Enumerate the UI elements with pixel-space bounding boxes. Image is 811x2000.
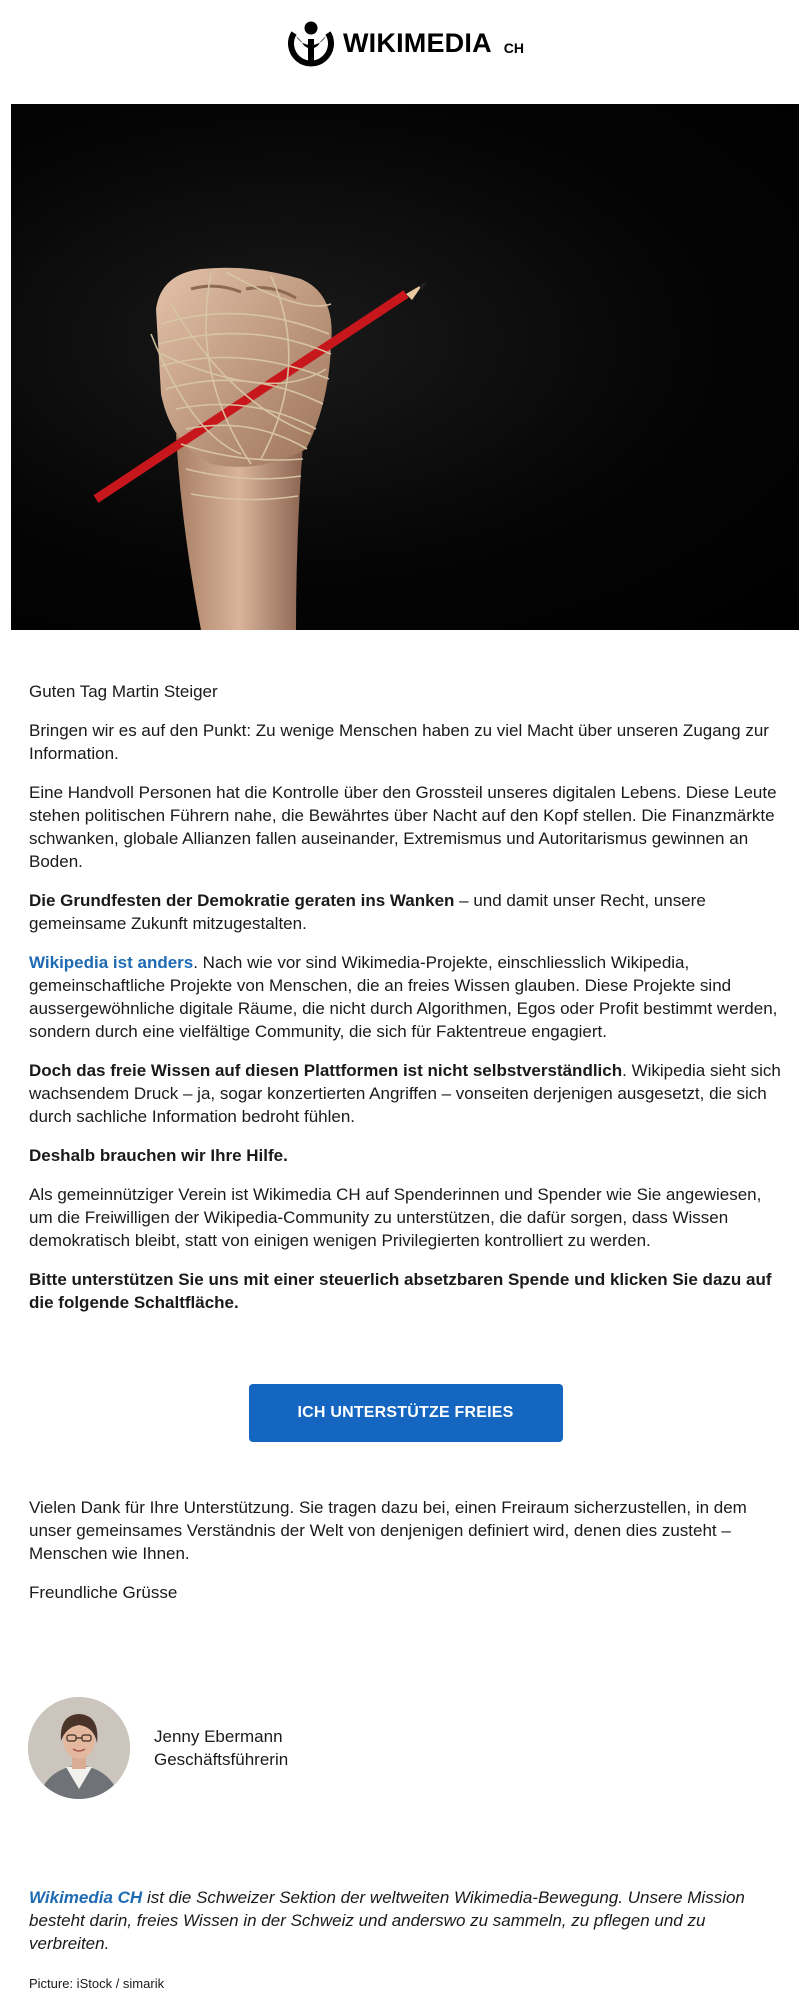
- footer-text: ist die Schweizer Sektion der weltweiten Wikimedia-Bewegung. Unsere Mission besteht darin, freies Wissen in der Schweiz und anderswo zu sammeln, zu pflegen und zu verbreiten.: [29, 1888, 745, 1953]
- democracy-rest: – und damit unser Recht, unsere gemeinsame Zukunft mitzugestalten.: [29, 891, 706, 933]
- paragraph-pressure: [29, 1059, 781, 1128]
- hero-image: [11, 104, 799, 630]
- signature-block: [28, 1696, 788, 1800]
- signer-name: Jenny Ebermann: [154, 1727, 283, 1746]
- paragraph-help: Deshalb brauchen wir Ihre Hilfe.: [29, 1146, 288, 1165]
- logo-suffix: CH: [503, 40, 525, 56]
- regards: Freundliche Grüsse: [29, 1583, 178, 1602]
- wikipedia-rest: . Nach wie vor sind Wikimedia-Projekte, einschliesslich Wikipedia, gemeinschaftliche Projekte von Menschen, die an freies Wissen glauben. Diese Projekte sind aussergewöhnliche digitale Räume, die nicht durch Algorithmen, Egos oder Profit bestimmt werden, sondern durch eine vielfältige Community, die sich für Faktentreue engagiert.: [29, 953, 778, 1041]
- paragraph-intro: Bringen wir es auf den Punkt: Zu wenige Menschen haben zu viel Macht über unseren Zugang zur Information.: [29, 721, 769, 763]
- greeting: Guten Tag Martin Steiger: [29, 682, 218, 701]
- portrait-photo: [28, 1697, 130, 1799]
- logo-wordmark: WIKIMEDIA: [342, 27, 492, 58]
- wikimedia-ch-link[interactable]: Wikimedia CH: [29, 1888, 143, 1907]
- footer-about: [29, 1886, 781, 1955]
- closing-section: [29, 1496, 781, 1620]
- wikimedia-logo[interactable]: [287, 19, 524, 67]
- paragraph-wikipedia: [29, 951, 781, 1043]
- cta-container: [0, 1384, 811, 1479]
- wikimedia-logo-icon: [287, 19, 335, 67]
- fist-pencil-illustration: [11, 104, 799, 630]
- thanks-paragraph: Vielen Dank für Ihre Unterstützung. Sie tragen dazu bei, einen Freiraum sicherzustellen, in dem unser gemeinsames Verständnis der Welt von denjenigen definiert wird, denen dies zusteht – Menschen wie Ihnen.: [29, 1498, 747, 1563]
- paragraph-association: Als gemeinnütziger Verein ist Wikimedia CH auf Spenderinnen und Spender wie Sie angewiesen, um die Freiwilligen der Wikipedia-Community zu unterstützen, die dafür sorgen, dass Wissen demokratisch bleibt, statt von einigen wenigen Privilegierten kontrolliert zu werden.: [29, 1185, 762, 1250]
- democracy-emphasis: Die Grundfesten der Demokratie geraten ins Wanken: [29, 891, 455, 910]
- signer-role: Geschäftsführerin: [154, 1750, 289, 1769]
- letter-body: [29, 680, 781, 1330]
- pressure-rest: . Wikipedia sieht sich wachsendem Druck – ja, sogar konzertierten Angriffen – vonseiten derjenigen ausgesetzt, die sich durch sachliche Information bedroht fühlen.: [29, 1061, 781, 1126]
- wikipedia-ist-anders-link[interactable]: Wikipedia ist anders: [29, 953, 194, 972]
- pressure-emphasis: Doch das freie Wissen auf diesen Plattformen ist nicht selbstverständlich: [29, 1061, 623, 1080]
- paragraph-donate-request: Bitte unterstützen Sie uns mit einer steuerlich absetzbaren Spende und klicken Sie dazu auf die folgende Schaltfläche.: [29, 1270, 772, 1312]
- donate-button[interactable]: ICH UNTERSTÜTZE FREIES WISSEN: [249, 1384, 563, 1442]
- signature-text: [154, 1725, 288, 1771]
- paragraph-democracy: [29, 889, 781, 935]
- paragraph-context: Eine Handvoll Personen hat die Kontrolle über den Grossteil unseres digitalen Lebens. Diese Leute stehen politischen Führern nahe, die Bewährtes über Nacht auf den Kopf stellen. Die Finanzmärkte schwanken, globale Allianzen fallen auseinander, Extremismus und Autoritarismus gewinnen an Boden.: [29, 783, 777, 871]
- header: [0, 16, 811, 70]
- picture-credit: Picture: iStock / simarik: [29, 1976, 165, 1991]
- avatar: [28, 1697, 130, 1799]
